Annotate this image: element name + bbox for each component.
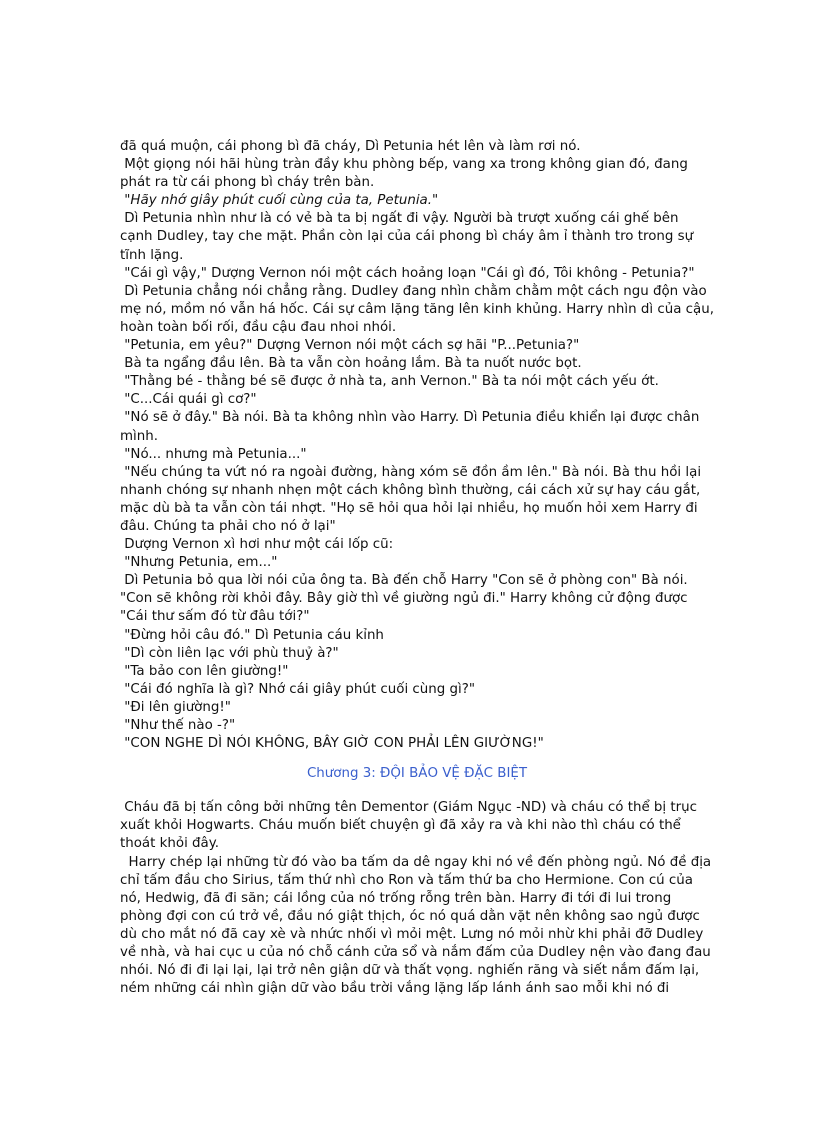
paragraph: "C...Cái quái gì cơ?" [120, 392, 257, 408]
paragraph: Cháu đã bị tấn công bởi những tên Dementor (Giám Ngục -ND) và cháu có thể bị trục xuất khỏi Hogwarts. Cháu muốn biết chuyện gì đã xảy ra và khi nào thì cháu có thể thoát khỏi đây. [120, 800, 702, 852]
paragraph: đã quá muộn, cái phong bì đã cháy, Dì Petunia hét lên và làm rơi nó. [120, 139, 581, 154]
paragraph: "Nếu chúng ta vứt nó ra ngoài đường, hàng xóm sẽ đồn ầm lên." Bà nói. Bà thu hồi lại nhanh chóng sự nhanh nhẹn một cách không bình thường, cái cách xử sự hay cáu gắt, mặc dù bà ta vẫn còn tái nhợt. "Họ sẽ hỏi qua hỏi lại nhiều, họ muốn hỏi xem Harry đi đâu. Chúng ta phải cho nó ở lại" [120, 464, 706, 534]
paragraph: "Nhưng Petunia, em..." [120, 555, 278, 571]
paragraph: "Dì còn liên lạc với phù thuỷ à?" [120, 645, 339, 661]
paragraph: "Petunia, em yêu?" Dượng Vernon nói một cách sợ hãi "P...Petunia?" [120, 338, 580, 354]
paragraph: "CON NGHE DÌ NÓI KHÔNG, BÂY GIỜ CON PHẢI LÊN GIƯỜNG!" [120, 736, 544, 752]
paragraph: "Thằng bé - thằng bé sẽ được ở nhà ta, anh Vernon." Bà ta nói một cách yếu ớt. [120, 374, 659, 390]
paragraph: "Cái đó nghĩa là gì? Nhớ cái giây phút cuối cùng gì?" [120, 681, 476, 697]
paragraph: Dì Petunia chẳng nói chẳng rằng. Dudley đang nhìn chằm chằm một cách ngu độn vào mẹ nó, mồm nó vẫn há hốc. Cái sự câm lặng tăng lên kinh khủng. Harry nhìn dì của cậu, hoàn toàn bối rối, đầu cậu đau nhoi nhói. [120, 283, 719, 335]
paragraph: "Cái gì vậy," Dượng Vernon nói một cách hoảng loạn "Cái gì đó, Tôi không - Petunia?" [120, 265, 695, 281]
paragraph: "Ta bảo con lên giường!" [120, 663, 289, 679]
document-page [120, 138, 719, 998]
paragraph-italic-quote: "Hãy nhớ giây phút cuối cùng của ta, Petunia." [120, 193, 439, 209]
chapter-title: Chương 3: ĐỘI BẢO VỆ ĐẶC BIỆT [306, 766, 528, 782]
paragraph: Một giọng nói hãi hùng tràn đầy khu phòng bếp, vang xa trong không gian đó, đang phát ra từ cái phong bì cháy trên bàn. [120, 157, 693, 191]
paragraph: "Như thế nào -?" [120, 718, 236, 733]
paragraph: Harry chép lại những từ đó vào ba tấm da dê ngay khi nó về đến phòng ngủ. Nó đề địa chỉ tấm đầu cho Sirius, tấm thứ nhì cho Ron và tấm thứ ba cho Hermione. Con cú của nó, Hedwig, đã đi săn; cái lồng của nó trống rỗng trên bàn. Harry đi tới đi lui trong phòng đợi con cú trở về, đầu nó giật thịch, óc nó quá dằn vặt nên không sao ngủ được dù cho mắt nó đã cay xè và nhức nhối vì mỏi mệt. Lưng nó mỏi nhừ khi phải đỡ Dudley về nhà, và hai cục u của nó chỗ cánh cửa sổ và nắm đấm của Dudley nện vào đang đau nhói. Nó đi đi lại lại, lại trở nên giận dữ và thất vọng. nghiến răng và siết nắm đấm lại, ném những cái nhìn giận dữ vào bầu trời vắng lặng lấp lánh ánh sao mỗi khi nó đi [120, 854, 716, 997]
paragraph: Dì Petunia bỏ qua lời nói của ông ta. Bà đến chỗ Harry "Con sẽ ở phòng con" Bà nói. "Con sẽ không rời khỏi đây. Bây giờ thì về giường ngủ đi." Harry không cử động được "Cái thư sấm đó từ đâu tới?" [120, 573, 692, 625]
paragraph: Dượng Vernon xì hơi như một cái lốp cũ: [120, 537, 394, 553]
paragraph: "Đừng hỏi câu đó." Dì Petunia cáu kỉnh [120, 627, 384, 643]
text-before-chapter [120, 138, 719, 753]
paragraph: "Nó sẽ ở đây." Bà nói. Bà ta không nhìn vào Harry. Dì Petunia điều khiển lại được chân mình. [120, 410, 704, 444]
paragraph: Dì Petunia nhìn như là có vẻ bà ta bị ngất đi vậy. Người bà trượt xuống cái ghế bên cạnh Dudley, tay che mặt. Phần còn lại của cái phong bì cháy âm ỉ thành tro trong sự tĩnh lặng. [120, 211, 698, 263]
paragraph: "Đi lên giường!" [120, 699, 231, 715]
paragraph: Bà ta ngẩng đầu lên. Bà ta vẫn còn hoảng lắm. Bà ta nuốt nước bọt. [120, 356, 582, 372]
text-after-chapter [120, 799, 714, 998]
paragraph: "Nó... nhưng mà Petunia..." [120, 446, 307, 462]
